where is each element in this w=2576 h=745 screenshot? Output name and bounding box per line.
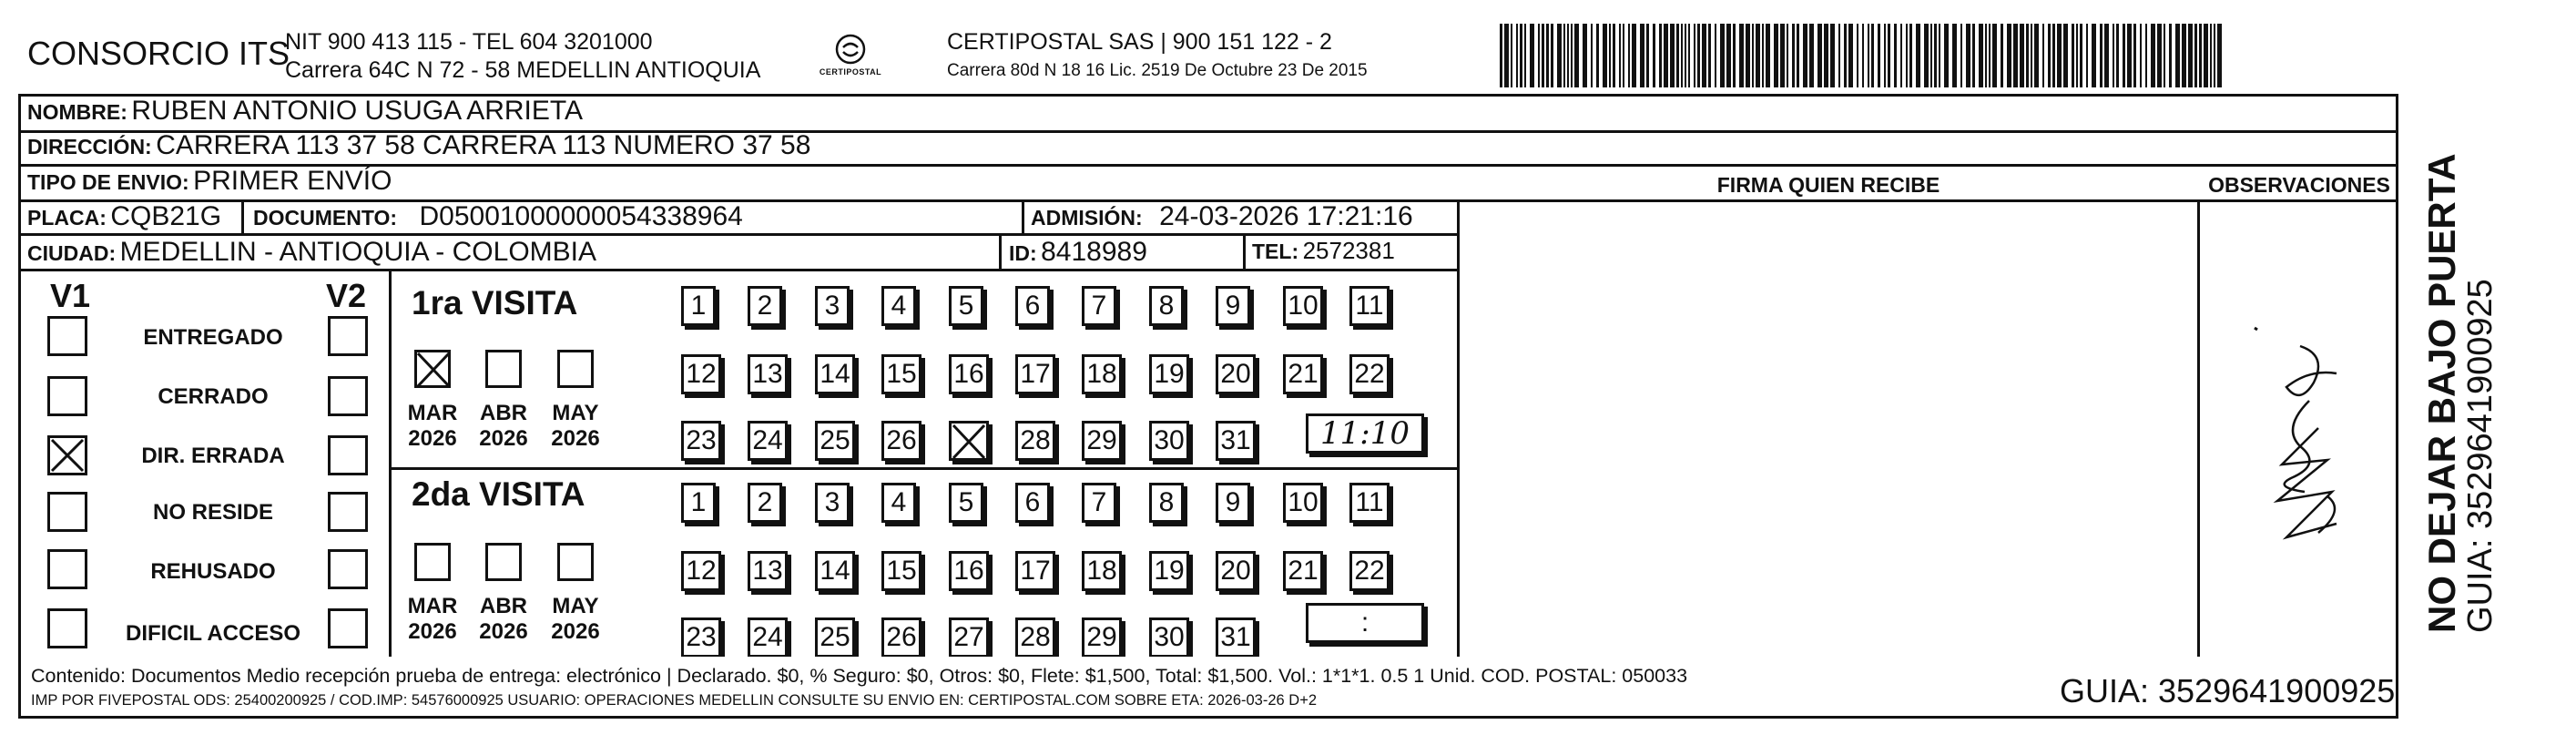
visit1-day-3[interactable] [815,286,850,326]
visit2-day-24[interactable] [748,617,788,658]
v1-checkbox-dir-errada[interactable] [47,435,87,475]
visit2-day-26[interactable] [881,617,921,658]
visit2-month-mar-checkbox[interactable] [414,543,451,581]
barcode-image [1498,24,2226,87]
day-number: 17 [1020,556,1051,586]
visit1-day-6[interactable] [1015,286,1050,326]
day-number: 23 [686,622,717,652]
day-number: 7 [1091,291,1107,321]
tel-cell [1252,237,1395,265]
visit2-day-19[interactable] [1149,551,1189,591]
documento-label: DOCUMENTO: [253,206,398,230]
visit1-day-22[interactable] [1349,354,1390,394]
day-number: 7 [1091,487,1107,517]
day-number: 8 [1158,291,1175,321]
carrier-logo-icon [818,31,883,86]
visit1-time-box[interactable] [1306,413,1424,454]
admision-label: ADMISIÓN: [1031,206,1143,230]
day-number: 14 [820,359,850,389]
day-number: 9 [1225,291,1241,321]
visit2-day-31[interactable] [1216,617,1256,658]
visit2-month-mar-label: MAR 2026 [407,594,458,644]
day-number: 31 [1220,622,1251,652]
day-number: 22 [1354,359,1385,389]
day-number: 11 [1355,291,1384,321]
visit2-day-9[interactable] [1216,483,1250,523]
documento-value: D05001000000054338964 [419,201,743,231]
contenido-text: Contenido: Documentos Medio recepción prueba de entrega: electrónico | Declarado. $0, % Seguro: $0, Otros: $0, Flete: $1,500, Total: $1,500. Vol.: 1*1*1. 0.5 1 Unid. COD. POSTAL: 050033 [31,665,1688,687]
visit2-day-13[interactable] [748,551,788,591]
visit2-day-16[interactable] [949,551,989,591]
tel-value: 2572381 [1302,237,1395,264]
day-number: 2 [757,291,773,321]
v1-header: V1 [50,277,91,314]
visit1-time-value: 11:10 [1320,415,1410,452]
carrier-logo-text: CERTIPOSTAL [819,67,882,77]
id-value: 8418989 [1041,237,1147,267]
visit1-day-30[interactable] [1149,421,1189,461]
day-number: 31 [1220,425,1251,455]
nombre-row [27,96,583,127]
visit1-day-25[interactable] [815,421,855,461]
visit1-day-26[interactable] [881,421,921,461]
visit2-day-30[interactable] [1149,617,1189,658]
day-number: 29 [1086,425,1117,455]
placa-label: PLACA: [27,206,107,230]
day-number: 2 [757,487,773,517]
visit2-day-14[interactable] [815,551,855,591]
day-number: 5 [958,487,974,517]
visit1-month-mar-label: MAR 2026 [407,401,458,451]
visit1-title: 1ra VISITA [412,284,578,321]
day-number: 19 [1154,556,1185,586]
day-number: 5 [958,291,974,321]
visit1-day-27[interactable] [949,421,989,461]
visit1-day-18[interactable] [1082,354,1122,394]
day-number: 21 [1288,359,1319,389]
day-number: 12 [686,359,717,389]
day-number: 26 [886,425,917,455]
day-number: 13 [752,556,783,586]
visit1-day-7[interactable] [1082,286,1116,326]
day-number: 22 [1354,556,1385,586]
day-number: 8 [1158,487,1175,517]
barcode [1498,24,2226,87]
visit1-day-14[interactable] [815,354,855,394]
day-number: 18 [1086,359,1117,389]
day-number: 18 [1086,556,1117,586]
visit1-day-29[interactable] [1082,421,1122,461]
visit1-month-abr-label: ABR 2026 [479,401,528,451]
visit2-day-28[interactable] [1015,617,1055,658]
day-number: 19 [1154,359,1185,389]
visit1-day-17[interactable] [1015,354,1055,394]
ciudad-label: CIUDAD: [27,241,117,265]
day-number: 10 [1288,487,1319,517]
visit1-day-23[interactable] [681,421,721,461]
direccion-label: DIRECCIÓN: [27,135,152,158]
signature-area [2200,319,2382,565]
visit2-day-7[interactable] [1082,483,1116,523]
day-number: 17 [1020,359,1051,389]
ciudad-cell [27,237,596,268]
visit2-day-3[interactable] [815,483,850,523]
signature-scribble [2200,319,2382,565]
check-x-icon [50,438,85,473]
id-cell [1009,237,1147,268]
visit1-day-15[interactable] [881,354,921,394]
visit1-day-1[interactable] [681,286,716,326]
day-number: 1 [690,291,707,321]
visit1-day-28[interactable] [1015,421,1055,461]
day-number: 28 [1020,622,1051,652]
visit2-day-5[interactable] [949,483,983,523]
license-line: Carrera 80d N 18 16 Lic. 2519 De Octubre 23 De 2015 [947,61,1368,80]
option-dir-errada: DIR. ERRADA [141,444,285,468]
visit2-day-25[interactable] [815,617,855,658]
admision-value: 24-03-2026 17:21:16 [1159,201,1413,231]
visit2-month-may-label: MAY 2026 [551,594,600,644]
visit2-day-23[interactable] [681,617,721,658]
option-cerrado: CERRADO [158,384,269,409]
day-number: 10 [1288,291,1319,321]
visit1-day-24[interactable] [748,421,788,461]
day-number: 12 [686,556,717,586]
visit2-day-8[interactable] [1149,483,1184,523]
day-number: 25 [820,622,850,652]
v2-header: V2 [326,277,367,314]
visit2-day-17[interactable] [1015,551,1055,591]
visit1-day-13[interactable] [748,354,788,394]
nombre-value: RUBEN ANTONIO USUGA ARRIETA [131,96,584,126]
day-number: 20 [1220,359,1251,389]
visit1-month-may-label: MAY 2026 [551,401,600,451]
visit1-day-10[interactable] [1283,286,1323,326]
visit2-title: 2da VISITA [412,475,585,513]
visit2-day-15[interactable] [881,551,921,591]
address-line: Carrera 64C N 72 - 58 MEDELLIN ANTIOQUIA [285,57,761,83]
placa-value: CQB21G [110,201,222,231]
side-guia: GUIA: 3529641900925 [2461,279,2500,633]
visit1-day-12[interactable] [681,354,721,394]
visit1-day-4[interactable] [881,286,916,326]
day-number: 3 [824,487,840,517]
day-number: 20 [1220,556,1251,586]
visit2-day-2[interactable] [748,483,782,523]
v2-checkbox-cerrado[interactable] [328,376,368,416]
visit2-day-11[interactable] [1349,483,1390,523]
day-number: 13 [752,359,783,389]
id-label: ID: [1009,241,1037,265]
visit1-day-9[interactable] [1216,286,1250,326]
visit1-day-21[interactable] [1283,354,1323,394]
v2-checkbox-dir-errada[interactable] [328,435,368,475]
check-x-icon [950,422,990,462]
visit2-day-10[interactable] [1283,483,1323,523]
day-number: 29 [1086,622,1117,652]
option-dificil-acceso: DIFICIL ACCESO [125,621,300,646]
direccion-row [27,130,810,161]
day-number: 23 [686,425,717,455]
v2-checkbox-rehusado[interactable] [328,549,368,589]
day-number: 15 [886,359,917,389]
day-number: 4 [891,291,907,321]
day-number: 14 [820,556,850,586]
tipo-label: TIPO DE ENVIO: [27,170,189,194]
visit2-day-20[interactable] [1216,551,1256,591]
visit1-day-31[interactable] [1216,421,1256,461]
tipo-row [27,166,392,197]
option-no-reside: NO RESIDE [152,500,274,525]
visit1-day-11[interactable] [1349,286,1390,326]
day-number: 6 [1024,291,1041,321]
admision-cell [1031,201,1413,232]
option-rehusado: REHUSADO [150,559,276,584]
visit2-day-4[interactable] [881,483,916,523]
visit1-day-2[interactable] [748,286,782,326]
visit2-time-value: : [1360,607,1369,638]
day-number: 24 [752,425,783,455]
visit2-month-may-checkbox[interactable] [557,543,594,581]
ciudad-value: MEDELLIN - ANTIOQUIA - COLOMBIA [119,237,596,267]
imp-line-text: IMP POR FIVEPOSTAL ODS: 25400200925 / COD.IMP: 54576000925 USUARIO: OPERACIONES MEDELLIN CONSULTE SU ENVIO EN: CERTIPOSTAL.COM SOBRE ETA: 2026-03-26 D+2 [31,692,1318,709]
visit1-day-19[interactable] [1149,354,1189,394]
v2-checkbox-no-reside[interactable] [328,492,368,532]
day-number: 30 [1154,425,1185,455]
day-number: 27 [953,622,984,652]
day-number: 4 [891,487,907,517]
visit1-month-abr-checkbox[interactable] [485,350,522,388]
check-x-icon [417,352,450,387]
v1-checkbox-no-reside[interactable] [47,492,87,532]
visit2-month-abr-checkbox[interactable] [485,543,522,581]
visit2-time-box[interactable] [1306,603,1424,643]
tipo-value: PRIMER ENVÍO [193,166,392,196]
documento-cell [253,201,743,232]
visit2-day-12[interactable] [681,551,721,591]
carrier-logo [818,31,883,86]
day-number: 25 [820,425,850,455]
v1-checkbox-rehusado[interactable] [47,549,87,589]
day-number: 24 [752,622,783,652]
visit2-day-21[interactable] [1283,551,1323,591]
day-number: 26 [886,622,917,652]
visit1-month-mar-checkbox[interactable] [414,350,451,388]
visit2-month-abr-label: ABR 2026 [479,594,528,644]
day-number: 1 [690,487,707,517]
side-text [2422,123,2499,633]
visit2-day-1[interactable] [681,483,716,523]
visit1-day-8[interactable] [1149,286,1184,326]
day-number: 28 [1020,425,1051,455]
company-name: CONSORCIO ITS [27,35,290,72]
option-entregado: ENTREGADO [143,325,283,350]
tel-label: TEL: [1252,240,1299,263]
visit2-day-29[interactable] [1082,617,1122,658]
visit1-month-may-checkbox[interactable] [557,350,594,388]
v1-checkbox-cerrado[interactable] [47,376,87,416]
firma-header: FIRMA QUIEN RECIBE [1716,173,1940,197]
day-number: 3 [824,291,840,321]
nombre-label: NOMBRE: [27,100,127,124]
day-number: 9 [1225,487,1241,517]
day-number: 16 [953,556,984,586]
visit2-day-6[interactable] [1015,483,1050,523]
visit1-day-20[interactable] [1216,354,1256,394]
no-dejar-bajo-puerta: NO DEJAR BAJO PUERTA [2420,153,2463,633]
v2-checkbox-dificil-acceso[interactable] [328,608,368,648]
observaciones-header: OBSERVACIONES [2208,173,2390,197]
visit2-day-27[interactable] [949,617,989,658]
day-number: 15 [886,556,917,586]
day-number: 21 [1288,556,1319,586]
day-number: 11 [1355,487,1384,517]
nit-line: NIT 900 413 115 - TEL 604 3201000 [285,29,653,55]
carrier-line: CERTIPOSTAL SAS | 900 151 122 - 2 [947,29,1332,55]
footer-guia: GUIA: 3529641900925 [2060,672,2396,709]
visit2-day-22[interactable] [1349,551,1390,591]
direccion-value: CARRERA 113 37 58 CARRERA 113 NUMERO 37 58 [156,130,811,160]
day-number: 16 [953,359,984,389]
visit1-day-16[interactable] [949,354,989,394]
visit2-day-18[interactable] [1082,551,1122,591]
v2-checkbox-entregado[interactable] [328,316,368,356]
v1-checkbox-entregado[interactable] [47,316,87,356]
day-number: 6 [1024,487,1041,517]
placa-cell [27,201,221,232]
visit1-day-5[interactable] [949,286,983,326]
v1-checkbox-dificil-acceso[interactable] [47,608,87,648]
day-number: 30 [1154,622,1185,652]
